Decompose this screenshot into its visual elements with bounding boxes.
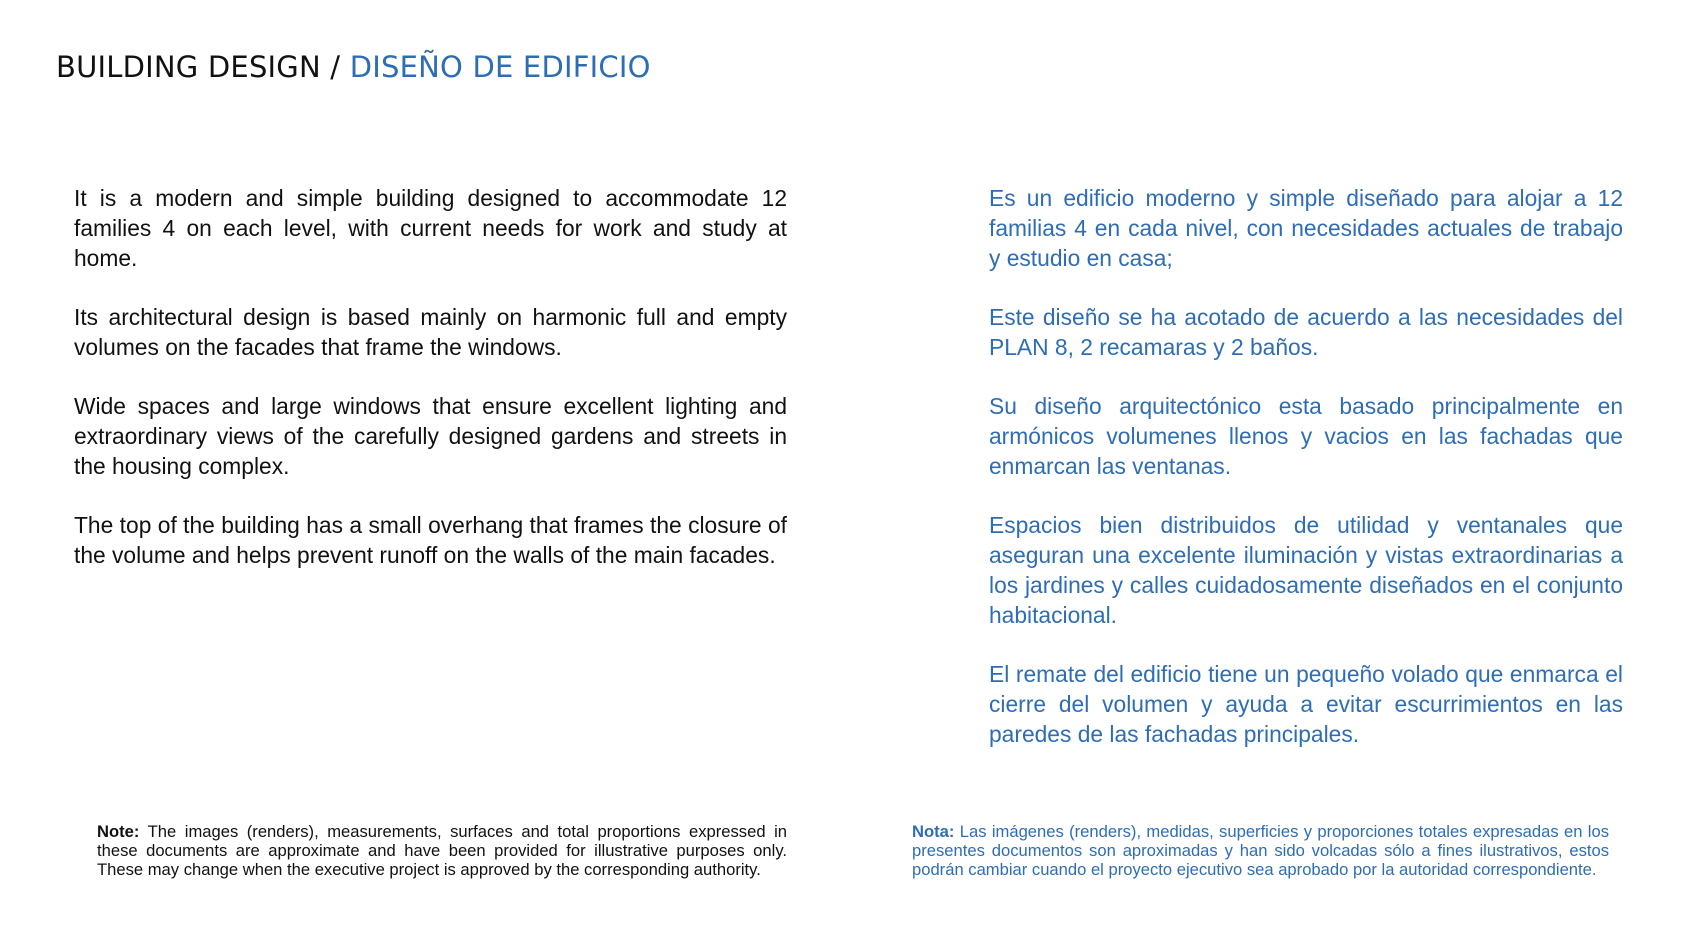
english-paragraph-overhang: The top of the building has a small overhang that frames the closure of the volume and helps prevent runoff on the walls of the main facades. [74,512,787,568]
page-title [56,50,651,84]
english-paragraph-architecture: Its architectural design is based mainly on harmonic full and empty volumes on the facades that frame the windows. [74,304,787,360]
spanish-note-text: Las imágenes (renders), medidas, superficies y proporciones totales expresadas en los presentes documentos son aproximadas y han sido volcadas sólo a fines ilustrativos, estos podrán cambiar cuando el proyecto ejecutivo sea aprobado por la autoridad correspondiente. [912,822,1609,879]
english-note-text: The images (renders), measurements, surfaces and total proportions expressed in these documents are approximate and have been provided for illustrative purposes only. These may change when the executive project is approved by the corresponding authority. [97,822,787,879]
spanish-paragraph-overhang: El remate del edificio tiene un pequeño volado que enmarca el cierre del volumen y ayuda a evitar escurrimientos en las paredes de las fachadas principales. [989,661,1623,747]
page-title-separator: / [320,50,350,84]
spanish-paragraph-spaces: Espacios bien distribuidos de utilidad y ventanales que aseguran una excelente iluminación y vistas extraordinarias a los jardines y calles cuidadosamente diseñados en el conjunto habitacional. [989,512,1623,628]
page-title-spanish: DISEÑO DE EDIFICIO [349,50,651,84]
spanish-paragraph-intro: Es un edificio moderno y simple diseñado para alojar a 12 familias 4 en cada nivel, con necesidades actuales de trabajo y estudio en casa; [989,185,1623,271]
spanish-disclaimer-note [912,822,1609,879]
page-title-english: BUILDING DESIGN [56,50,321,84]
spanish-paragraph-plan: Este diseño se ha acotado de acuerdo a las necesidades del PLAN 8, 2 recamaras y 2 baños. [989,304,1623,360]
spanish-paragraph-architecture: Su diseño arquitectónico esta basado principalmente en armónicos volumenes llenos y vacios en las fachadas que enmarcan las ventanas. [989,393,1623,479]
english-paragraph-spaces: Wide spaces and large windows that ensure excellent lighting and extraordinary views of the carefully designed gardens and streets in the housing complex. [74,393,787,479]
spanish-note-label: Nota: [912,822,955,841]
english-description-column [74,183,787,599]
english-paragraph-intro: It is a modern and simple building designed to accommodate 12 families 4 on each level, with current needs for work and study at home. [74,185,787,271]
english-note-label: Note: [97,822,140,841]
english-disclaimer-note [97,822,787,879]
spanish-description-column [989,183,1623,778]
